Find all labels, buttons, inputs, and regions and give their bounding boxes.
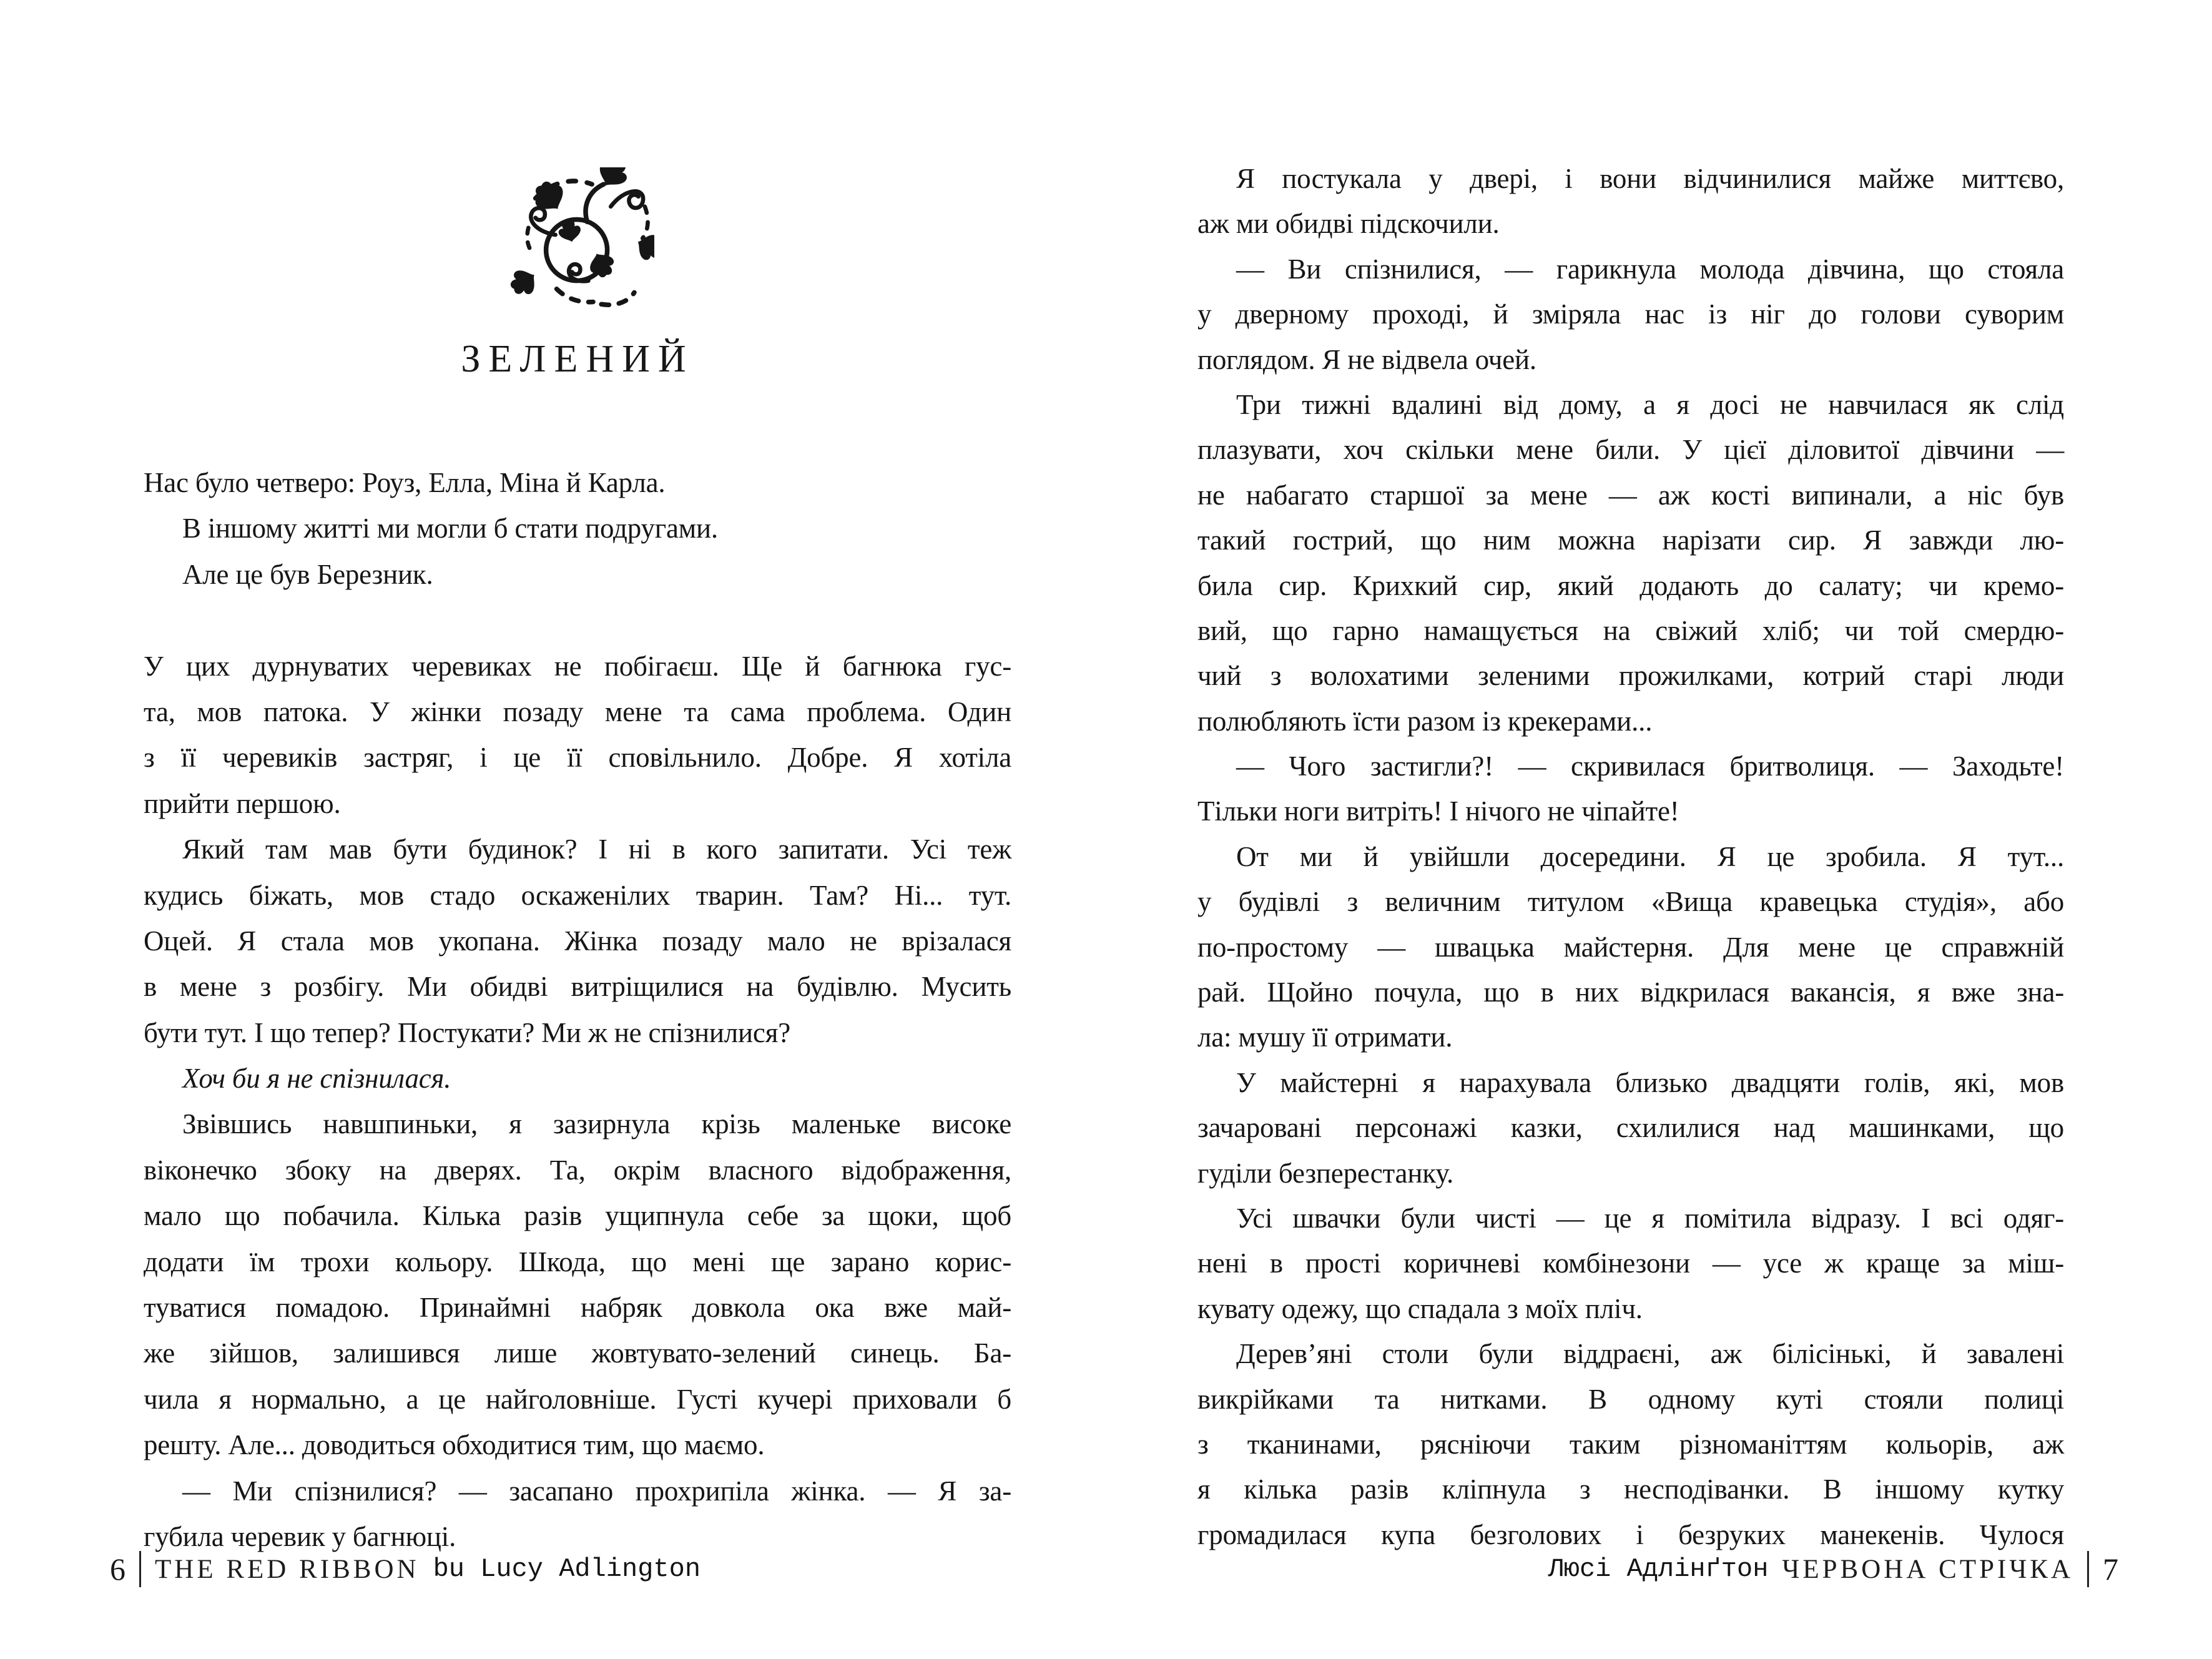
- text-line: У майстерні я нарахувала близько двадцяти голів, які, мов: [1236, 1066, 2064, 1098]
- text-line: От ми й увійшли досередини. Я це зробила. Я тут...: [1236, 840, 2064, 872]
- book-title-cyrillic: ЧЕРВОНА СТРІЧКА: [1782, 1554, 2073, 1584]
- text-line: бути тут. І що тепер? Постукати? Ми ж не спізнилися?: [144, 1017, 790, 1048]
- page-number-left: 6: [110, 1552, 125, 1587]
- book-author-cyrillic: Люсі Адлінґтон: [1548, 1554, 1769, 1584]
- text-line: вий, що гарно намащується на свіжий хліб; чи той смердю-: [1197, 614, 2064, 646]
- text-line: Оцей. Я стала мов укопана. Жінка позаду мало не врізалася: [144, 925, 1011, 957]
- text-line: мало що побачила. Кілька разів ущипнула себе за щоки, щоб: [144, 1200, 1011, 1232]
- text-line: поглядом. Я не відвела очей.: [1197, 343, 1536, 375]
- text-line: я кілька разів кліпнула з несподіванки. В іншому кутку: [1197, 1474, 2064, 1505]
- text-line: Усі швачки були чисті — це я помітила відразу. І всі одяг-: [1236, 1202, 2064, 1234]
- text-line: прийти першою.: [144, 787, 341, 819]
- text-line: аж ми обидві підскочили.: [1197, 208, 1500, 240]
- text-line: туватися помадою. Принаймні набряк довкола ока вже май-: [144, 1292, 1011, 1324]
- text-line: по-простому — швацька майстерня. Для мене це справжній: [1197, 931, 2064, 963]
- text-line: полюбляють їсти разом із крекерами...: [1197, 705, 1653, 737]
- text-line: рай. Щойно почула, що в них відкрилася вакансія, я вже зна-: [1197, 977, 2064, 1008]
- text-line: У цих дурнуватих черевиках не побігаєш. Ще й багнюка гус-: [144, 650, 1011, 682]
- text-line: била сир. Крихкий сир, який додають до салату; чи кремо-: [1197, 569, 2064, 601]
- text-line: же зійшов, залишився лише жовтувато-зелений синець. Ба-: [144, 1337, 1011, 1369]
- text-line: Дерев’яні столи були віддраєні, аж білісінькі, й завалені: [1236, 1338, 2064, 1370]
- text-line: В іншому житті ми могли б стати подругами.: [182, 513, 718, 544]
- right-page-footer: [1548, 1551, 2118, 1587]
- text-line: губила черевик у багнюці.: [144, 1520, 456, 1552]
- text-line: додати їм трохи кольору. Шкода, що мені ще зарано корис-: [144, 1246, 1011, 1277]
- text-line: плазувати, хоч скільки мене били. У цієї діловитої дівчини —: [1197, 434, 2064, 466]
- text-line: гуділи безперестанку.: [1197, 1157, 1454, 1189]
- left-page-footer: [110, 1551, 700, 1587]
- text-line: Який там мав бути будинок? І ні в кого запитати. Усі теж: [182, 834, 1011, 865]
- text-line: Тільки ноги витріть! І нічого не чіпайте!: [1197, 795, 1679, 827]
- text-line: з її черевиків застряг, і це її сповільнило. Добре. Я хотіла: [144, 742, 1011, 774]
- text-line: чила я нормально, а це найголовніше. Густі кучері приховали б: [144, 1383, 1011, 1415]
- text-line: Три тижні вдалині від дому, а я досі не навчилася як слід: [1236, 388, 2064, 420]
- text-line: — Ви спізнилися, — гарикнула молода дівчина, що стояла: [1236, 253, 2064, 285]
- text-line: Я постукала у двері, і вони відчинилися майже миттєво,: [1236, 163, 2064, 194]
- text-line: такий гострий, що ним можна нарізати сир. Я завжди лю-: [1197, 524, 2064, 556]
- text-line: Хоч би я не спізнилася.: [182, 1063, 451, 1095]
- text-line: Але це був Березник.: [182, 558, 433, 590]
- book-author-latin: bu Lucy Adlington: [433, 1554, 701, 1584]
- text-line: кувату одежу, що спадала з моїх пліч.: [1197, 1292, 1643, 1324]
- text-line: Нас було четверо: Роуз, Елла, Міна й Карла.: [144, 467, 666, 498]
- text-line: решту. Але... доводиться обходитися тим, що маємо.: [144, 1429, 765, 1461]
- text-line: чий з волохатими зеленими прожилками, котрий старі люди: [1197, 660, 2064, 692]
- text-line: у дверному проході, й зміряла нас із ніг до голови суворим: [1197, 298, 2064, 330]
- footer-divider: [2087, 1551, 2089, 1587]
- text-line: нені в прості коричневі комбінезони — усе ж краще за міш-: [1197, 1248, 2064, 1279]
- book-title-latin: THE RED RIBBON: [155, 1554, 420, 1584]
- text-line: — Ми спізнилися? — засапано прохрипіла жінка. — Я за-: [182, 1475, 1011, 1507]
- text-line: в мене з розбігу. Ми обидві витріщилися на будівлю. Мусить: [144, 971, 1011, 1003]
- footer-divider: [139, 1551, 141, 1587]
- left-page-text: [144, 460, 1011, 1560]
- text-line: зачаровані персонажі казки, схилилися над машинками, що: [1197, 1112, 2064, 1144]
- right-page-text: [1197, 156, 2064, 1557]
- text-line: викрійками та нитками. В одному куті стояли полиці: [1197, 1383, 2064, 1415]
- text-line: та, мов патока. У жінки позаду мене та сама проблема. Один: [144, 696, 1011, 727]
- page-number-right: 7: [2103, 1552, 2118, 1587]
- text-line: громадилася купа безголових і безруких манекенів. Чулося: [1197, 1519, 2064, 1550]
- text-line: у будівлі з величним титулом «Вища кравецька студія», або: [1197, 886, 2064, 918]
- chapter-title: ЗЕЛЕНИЙ: [461, 338, 694, 380]
- text-line: не набагато старшої за мене — аж кості випинали, а ніс був: [1197, 479, 2064, 511]
- text-line: з тканинами, рясніючи таким різноманіттям кольорів, аж: [1197, 1428, 2064, 1460]
- chapter-ornament-ivy-icon: [144, 167, 1011, 317]
- text-line: ла: мушу її отримати.: [1197, 1021, 1453, 1053]
- text-line: Звівшись навшпиньки, я зазирнула крізь маленьке високе: [182, 1108, 1011, 1140]
- text-line: — Чого застигли?! — скривилася бритволиця. — Заходьте!: [1236, 751, 2064, 782]
- text-line: кудись біжать, мов стадо оскаженілих тварин. Там? Ні... тут.: [144, 879, 1011, 911]
- text-line: віконечко збоку на дверях. Та, окрім власного відображення,: [144, 1154, 1011, 1186]
